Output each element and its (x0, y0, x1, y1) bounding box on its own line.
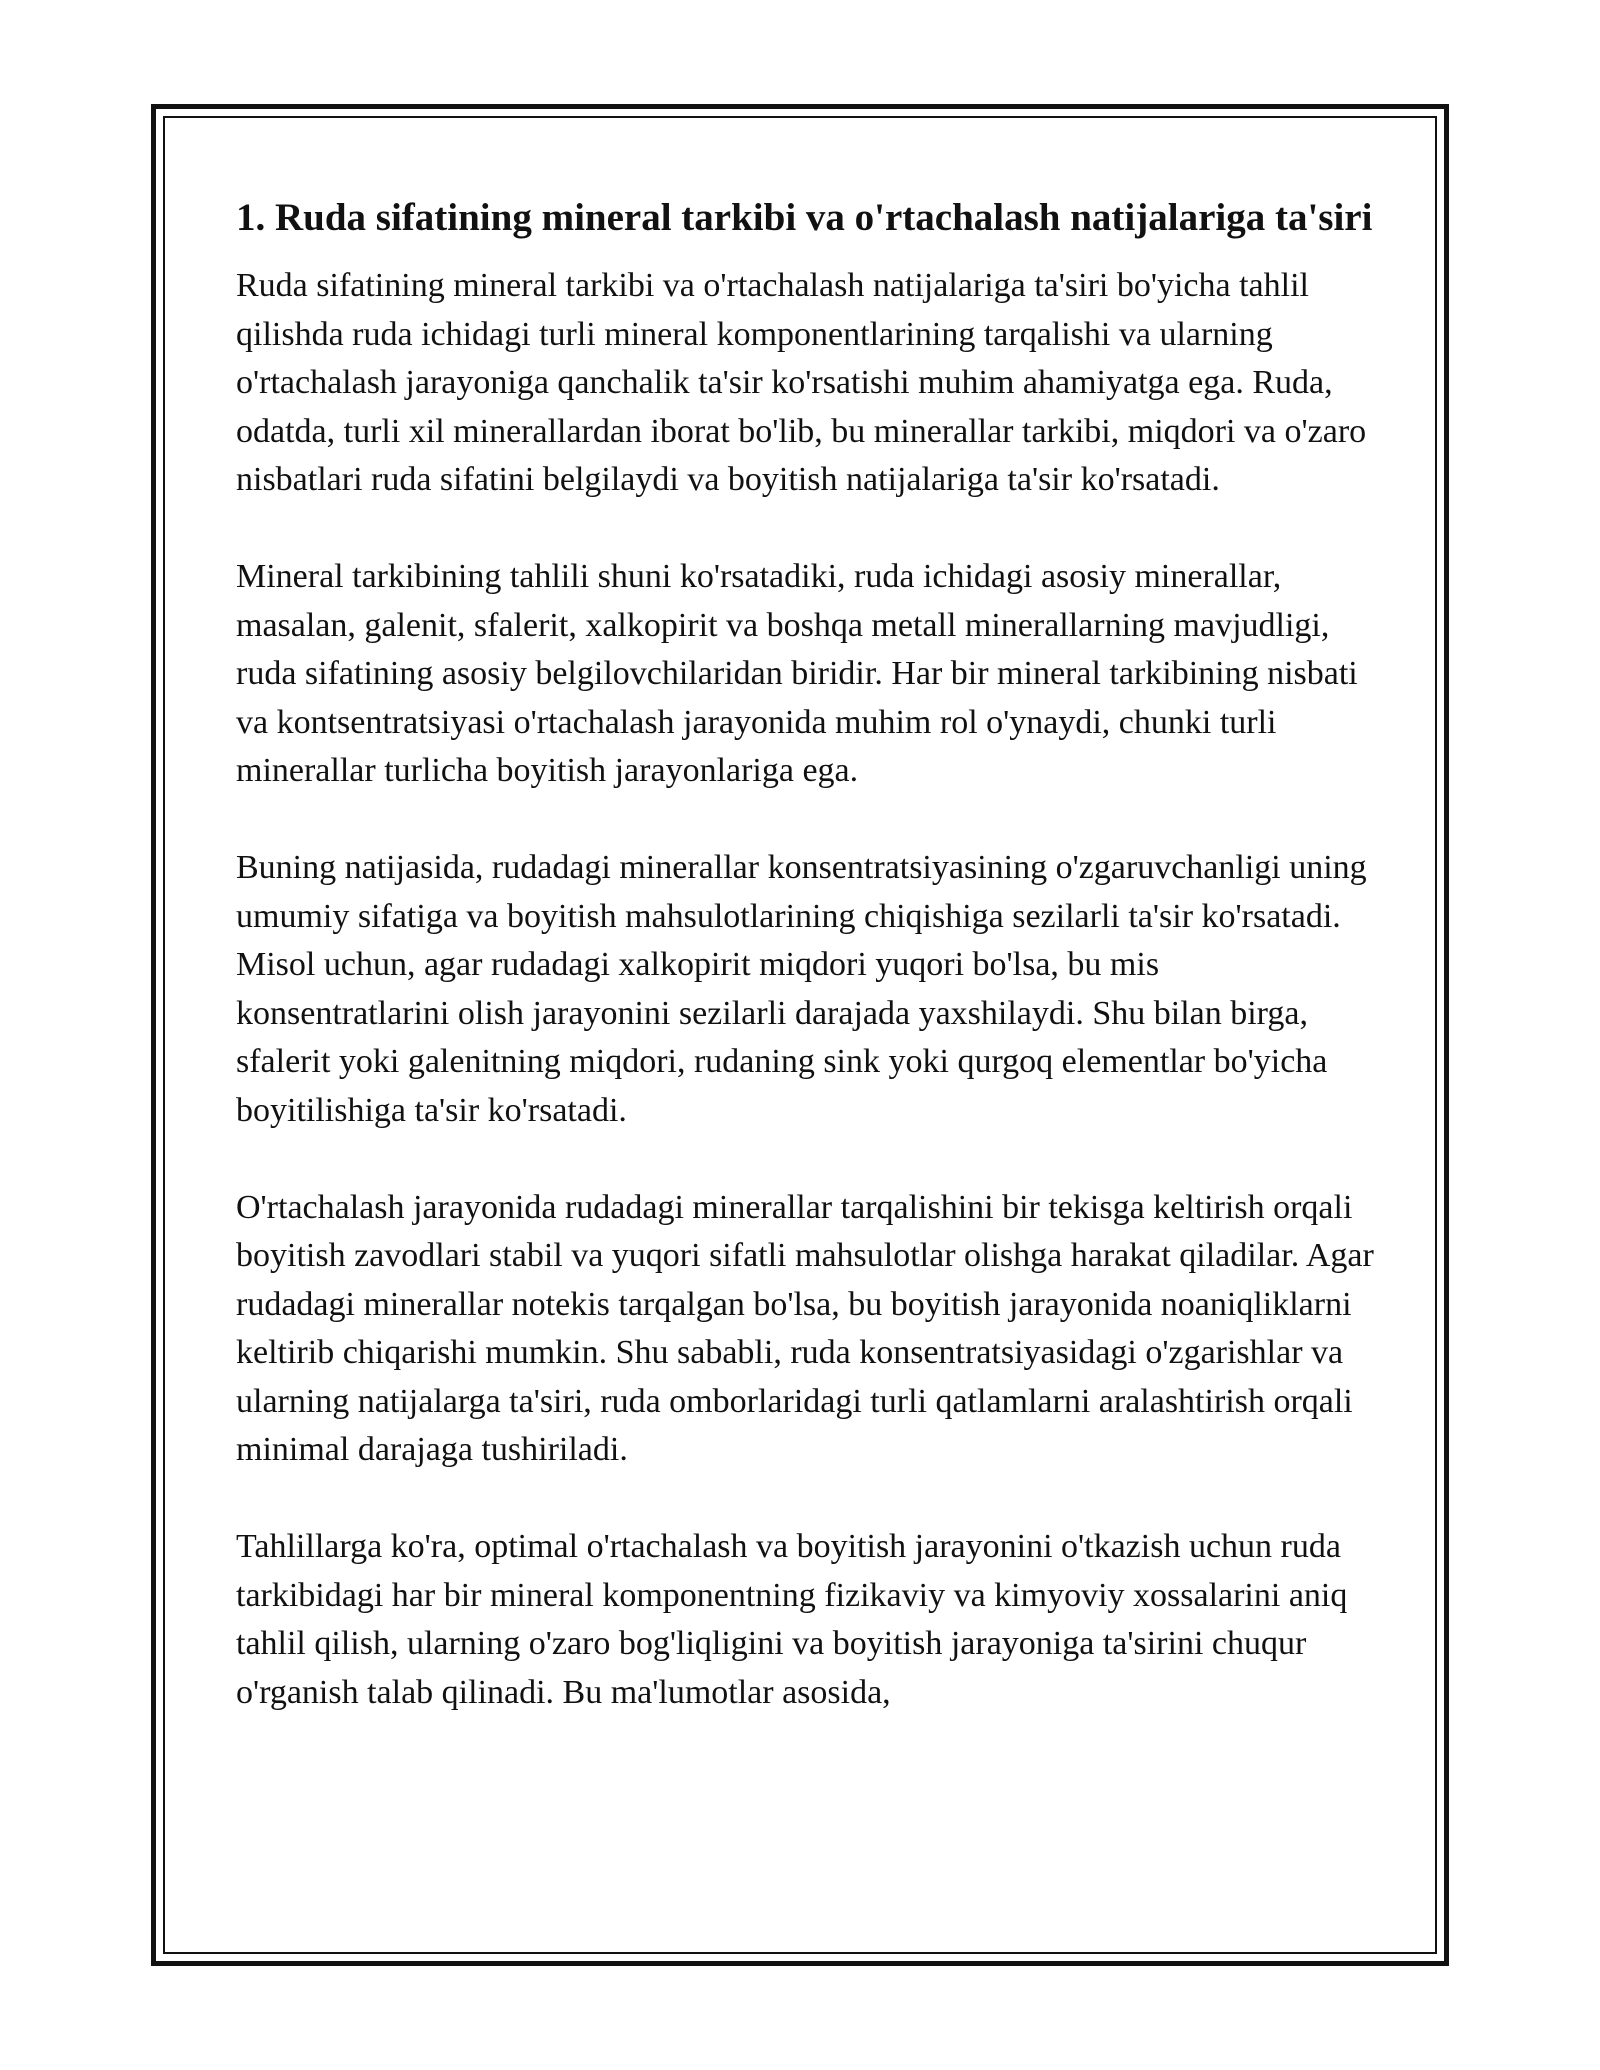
section-heading: 1. Ruda sifatining mineral tarkibi va o'rtachalash natijalariga ta'siri (236, 196, 1373, 239)
paragraph-2: Mineral tarkibining tahlili shuni ko'rsatadiki, ruda ichidagi asosiy minerallar, masalan, galenit, sfalerit, xalkopirit va boshqa metall minerallarning mavjudligi, ruda sifatining asosiy belgilovchilaridan biridir. Har bir mineral tarkibining nisbati va kontsentratsiyasi o'rtachalash jarayonida muhim rol o'ynaydi, chunki turli minerallar turlicha boyitish jarayonlariga ega. (236, 558, 1358, 789)
paragraph-4: O'rtachalash jarayonida rudadagi minerallar tarqalishini bir tekisga keltirish orqali boyitish zavodlari stabil va yuqori sifatli mahsulotlar olishga harakat qiladilar. Agar rudadagi minerallar notekis tarqalgan bo'lsa, bu boyitish jarayonida noaniqliklarni keltirib chiqarishi mumkin. Shu sababli, ruda konsentratsiyasidagi o'zgarishlar va ularning natijalarga ta'siri, ruda omborlaridagi turli qatlamlarni aralashtirish orqali minimal darajaga tushiriladi. (236, 1188, 1374, 1468)
paragraph-1: Ruda sifatining mineral tarkibi va o'rtachalash natijalariga ta'siri bo'yicha tahlil qilishda ruda ichidagi turli mineral komponentlarining tarqalishi va ularning o'rtachalash jarayoniga qanchalik ta'sir ko'rsatishi muhim ahamiyatga ega. Ruda, odatda, turli xil minerallardan iborat bo'lib, bu minerallar tarkibi, miqdori va o'zaro nisbatlari ruda sifatini belgilaydi va boyitish natijalariga ta'sir ko'rsatadi. (236, 267, 1367, 498)
paragraph-5: Tahlillarga ko'ra, optimal o'rtachalash va boyitish jarayonini o'tkazish uchun ruda tarkibidagi har bir mineral komponentning fizikaviy va kimyoviy xossalarini aniq tahlil qilish, ularning o'zaro bog'liqligini va boyitish jarayoniga ta'sirini chuqur o'rganish talab qilinadi. Bu ma'lumotlar asosida, (236, 1528, 1348, 1711)
document-body (236, 190, 1376, 1766)
paragraph-3: Buning natijasida, rudadagi minerallar konsentratsiyasining o'zgaruvchanligi uning umumiy sifatiga va boyitish mahsulotlarining chiqishiga sezilarli ta'sir ko'rsatadi. Misol uchun, agar rudadagi xalkopirit miqdori yuqori bo'lsa, bu mis konsentratlarini olish jarayonini sezilarli darajada yaxshilaydi. Shu bilan birga, sfalerit yoki galenitning miqdori, rudaning sink yoki qurgoq elementlar bo'yicha boyitilishiga ta'sir ko'rsatadi. (236, 849, 1367, 1129)
